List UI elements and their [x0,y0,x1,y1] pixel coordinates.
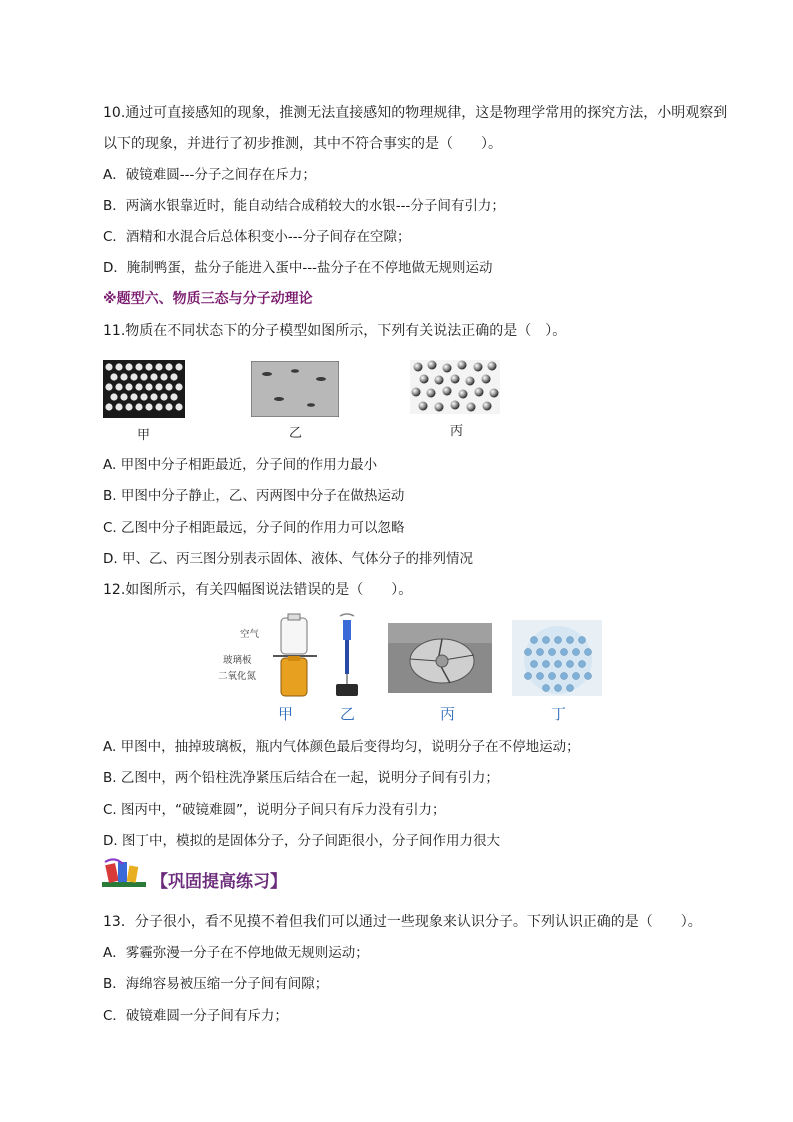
label-nitrogen-dioxide: 二氧化氮 [218,671,257,682]
q10-stem-line1: 10.通过可直接感知的现象，推测无法直接感知的物理规律，这是物理学常用的探究方法，小明观察到 [103,105,728,121]
q10-stem-line2: 以下的现象，并进行了初步推测，其中不符合事实的是（ ）。 [103,136,502,152]
q10-option-d: D．腌制鸭蛋，盐分子能进入蛋中---盐分子在不停地做无规则运动 [103,260,493,276]
q12-option-a: A. 甲图中，抽掉玻璃板，瓶内气体颜色最后变得均匀，说明分子在不停地运动； [103,739,580,755]
caption-ding-q12: 丁 [551,705,567,723]
caption-bing-q11: 丙 [450,424,464,439]
q11-option-d: D. 甲、乙、丙三图分别表示固体、液体、气体分子的排列情况 [103,551,473,567]
q10-option-a: A．破镜难圆---分子之间存在斥力； [103,167,316,183]
label-air: 空气 [240,629,260,640]
broken-mirror-figure [388,623,492,693]
liquid-molecule-figure [410,360,500,414]
consolidation-title: 【巩固提高练习】 [151,872,287,892]
caption-bing-q12: 丙 [440,705,456,723]
gas-diffusion-bottles-figure [265,612,325,700]
solid-molecule-model-figure [512,620,602,696]
q11-option-c: C. 乙图中分子相距最远，分子间的作用力可以忽略 [103,520,405,536]
label-glass-plate: 玻璃板 [223,655,252,666]
q13-stem: 13．分子很小，看不见摸不着但我们可以通过一些现象来认识分子。下列认识正确的是（ ）。 [103,914,702,930]
gas-sparse-molecule-figure [251,361,339,417]
q11-option-a: A. 甲图中分子相距最近，分子间的作用力最小 [103,457,378,473]
q13-option-a: A．雾霾弥漫一分子在不停地做无规则运动； [103,945,369,961]
q13-option-c: C．破镜难圆一分子间有斥力； [103,1008,288,1024]
q10-option-b: B．两滴水银靠近时，能自动结合成稍较大的水银---分子间有引力； [103,198,505,214]
caption-jia-q11: 甲 [137,428,151,443]
q12-option-d: D. 图丁中，模拟的是固体分子，分子间距很小，分子间作用力很大 [103,833,500,849]
q12-option-b: B. 乙图中，两个铅柱洗净紧压后结合在一起，说明分子间有引力； [103,770,499,786]
books-icon [101,856,147,888]
solid-molecule-figure [103,360,185,418]
q12-stem: 12.如图所示，有关四幅图说法错误的是（ ）。 [103,582,413,598]
section-title: ※题型六、物质三态与分子动理论 [103,291,313,307]
lead-columns-figure [330,612,364,700]
caption-yi-q12: 乙 [340,705,356,723]
q12-option-c: C. 图丙中，“破镜难圆”，说明分子间只有斥力没有引力； [103,802,446,818]
q11-stem: 11.物质在不同状态下的分子模型如图所示，下列有关说法正确的是（ ）。 [103,323,567,339]
q10-option-c: C．酒精和水混合后总体积变小---分子间存在空隙； [103,229,411,245]
q11-option-b: B. 甲图中分子静止，乙、丙两图中分子在做热运动 [103,488,405,504]
q13-option-b: B．海绵容易被压缩一分子间有间隙； [103,976,329,992]
caption-yi-q11: 乙 [289,426,303,441]
caption-jia-q12: 甲 [278,705,294,723]
